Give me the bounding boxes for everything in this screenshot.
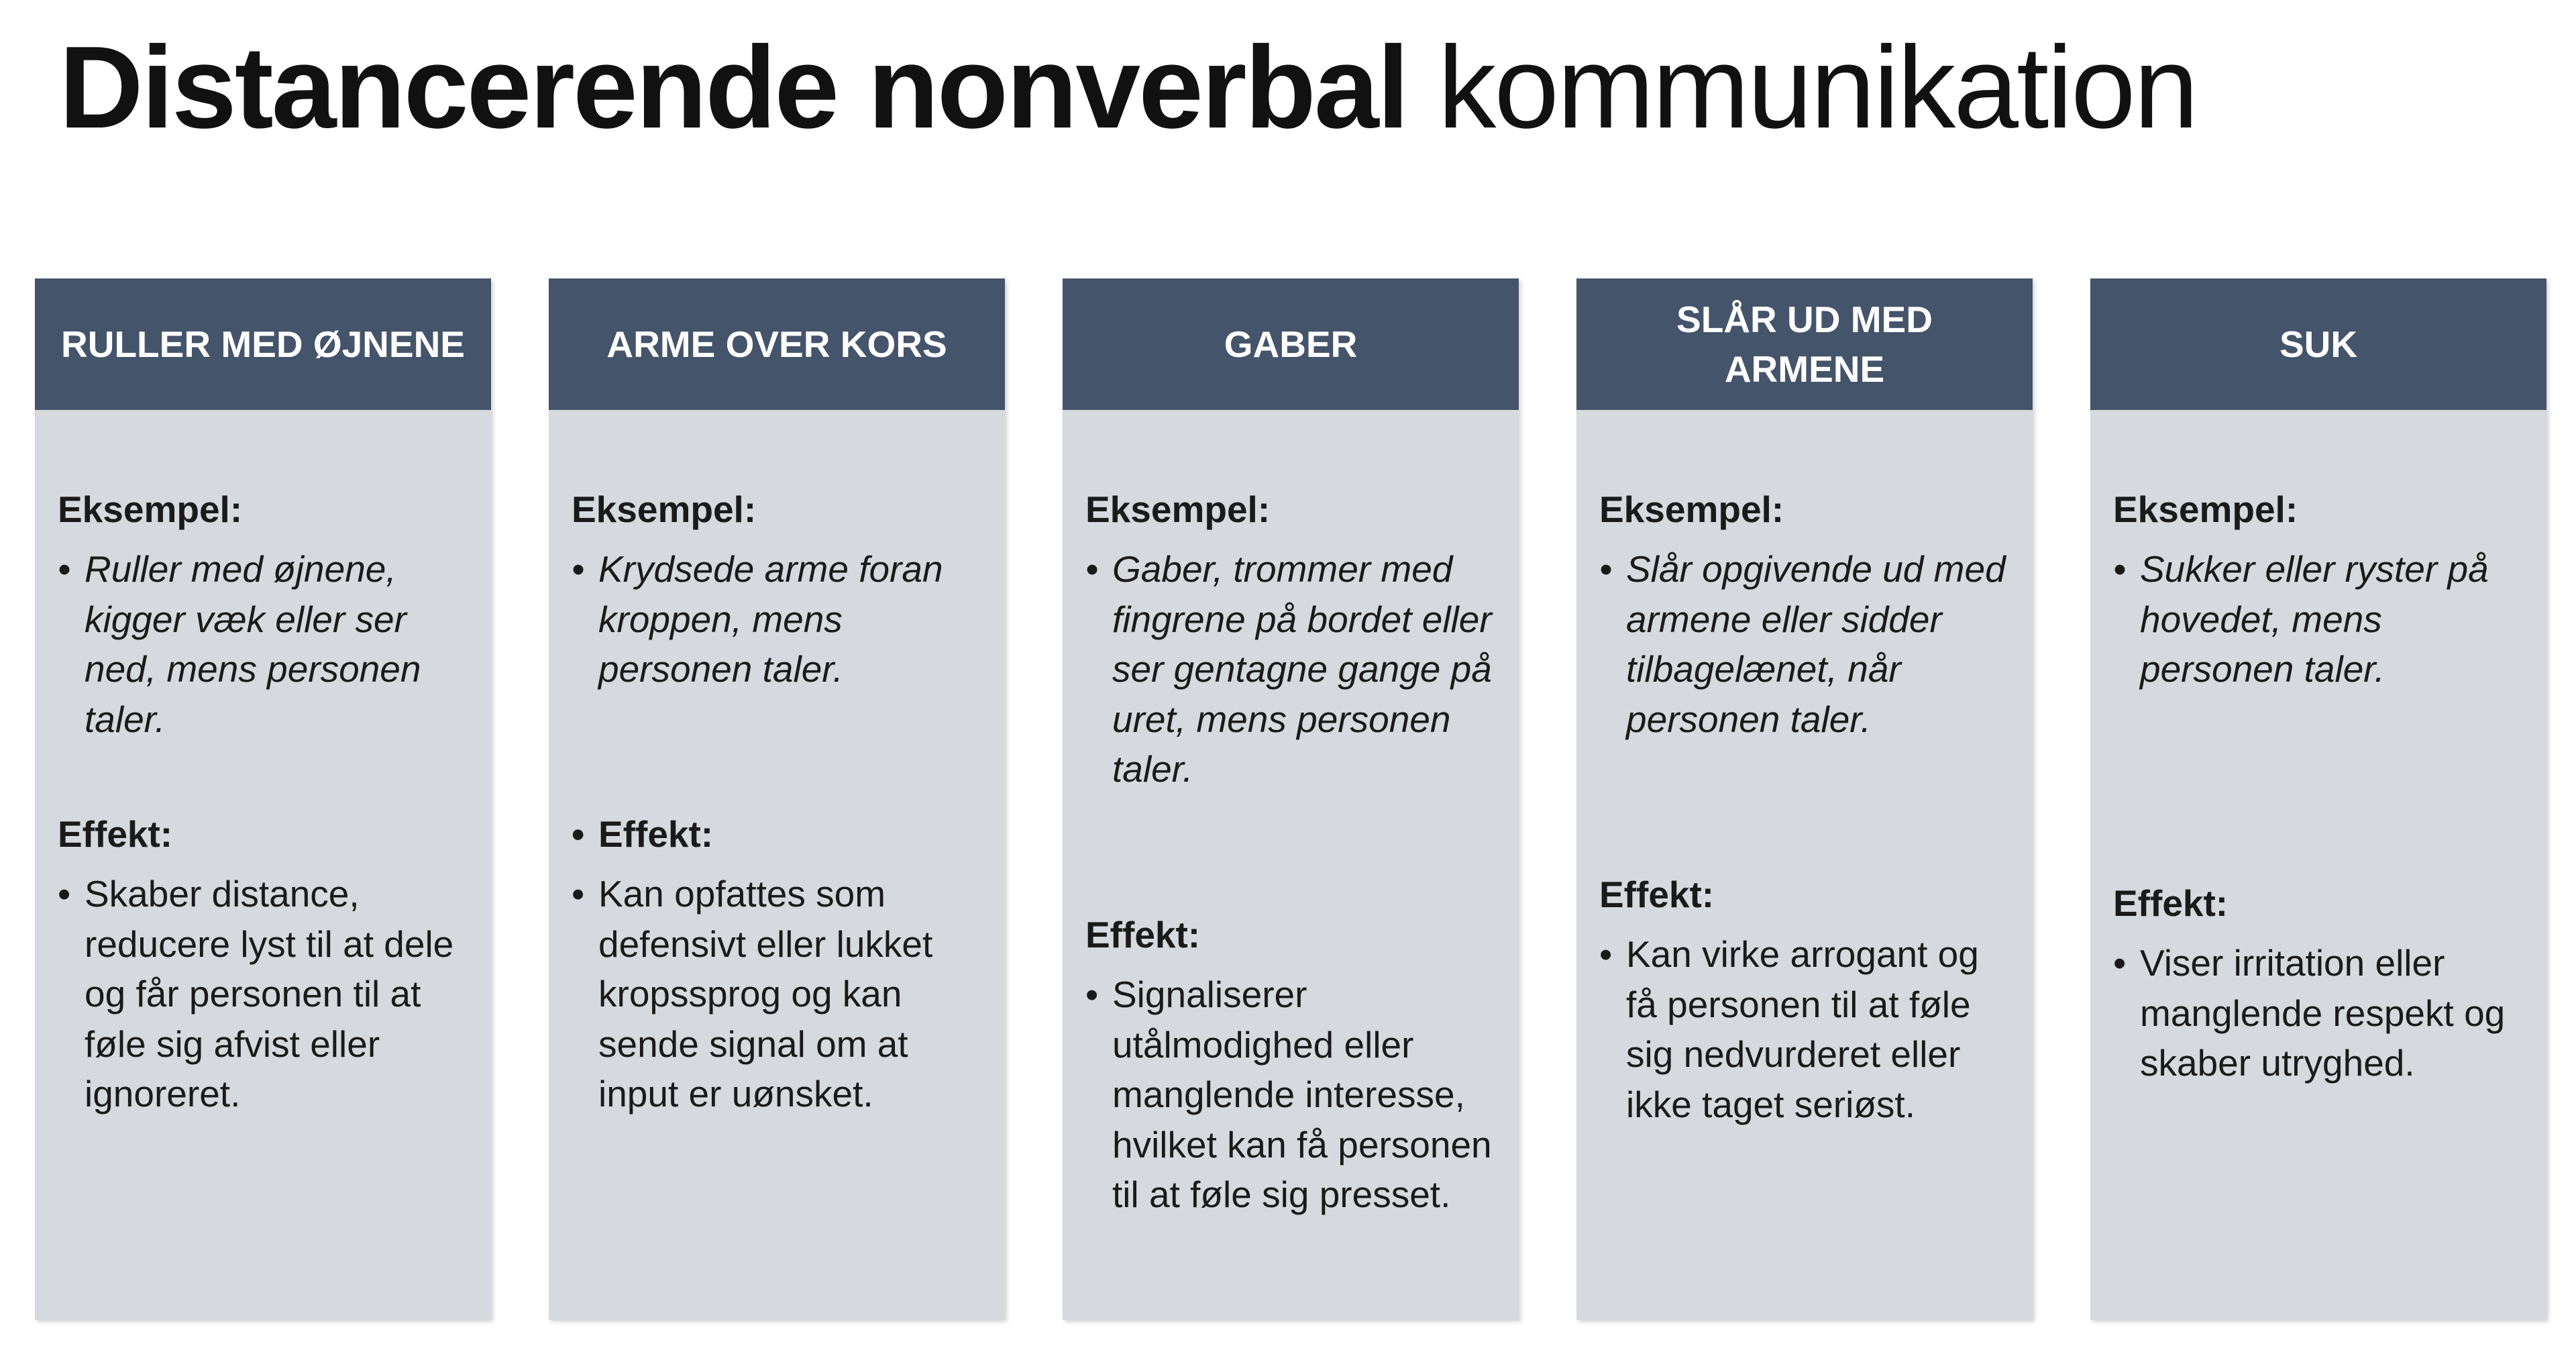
page-title xyxy=(59,20,2197,154)
example-label: Eksempel: xyxy=(1599,488,1784,530)
example-list xyxy=(1599,544,2017,744)
example-label: Eksempel: xyxy=(2113,488,2298,530)
effect-text: • Kan opfattes som defensivt eller lukket kropssprog og kan sende signal om at input er uønsket. xyxy=(572,869,989,1119)
card-gaber xyxy=(1063,278,1519,1320)
card-slaar-ud-med-armene xyxy=(1576,278,2033,1320)
effect-label: • Effekt: xyxy=(572,809,989,860)
page-title-bold: Distancerende nonverbal xyxy=(59,21,1407,152)
effect-text: • Kan virke arrogant og få personen til at føle sig nedvurderet eller ikke taget seriøst. xyxy=(1599,929,2017,1129)
example-text: • Sukker eller ryster på hovedet, mens personen taler. xyxy=(2113,544,2530,694)
effect-label: Effekt: xyxy=(2113,882,2229,924)
effect-list xyxy=(2113,938,2530,1088)
card-header: SUK xyxy=(2090,278,2546,410)
effect-label: Effekt: xyxy=(1599,874,1715,915)
effect-label: Effekt: xyxy=(1085,914,1201,955)
card-header: SLÅR UD MED ARMENE xyxy=(1576,278,2033,410)
example-label: Eksempel: xyxy=(572,488,757,530)
example-label: Eksempel: xyxy=(58,488,243,530)
effect-list xyxy=(1085,970,1503,1220)
effect-text: • Signaliserer utålmodighed eller manglende interesse, hvilket kan få personen til at føle sig presset. xyxy=(1085,970,1503,1220)
example-list xyxy=(572,544,989,694)
effect-text: • Skaber distance, reducere lyst til at dele og får personen til at føle sig afvist eller ignoreret. xyxy=(58,869,475,1119)
example-list xyxy=(58,544,475,744)
effect-list xyxy=(572,869,989,1119)
card-header: RULLER MED ØJNENE xyxy=(35,278,491,410)
example-text: • Slår opgivende ud med armene eller sidder tilbagelænet, når personen taler. xyxy=(1599,544,2017,744)
effect-text: • Viser irritation eller manglende respekt og skaber utryghed. xyxy=(2113,938,2530,1088)
page-title-light: kommunikation xyxy=(1438,21,2197,152)
example-list xyxy=(1085,544,1503,794)
card-ruller-med-ojnene xyxy=(35,278,491,1320)
card-header: ARME OVER KORS xyxy=(549,278,1005,410)
effect-label: Effekt: xyxy=(58,813,173,855)
effect-list xyxy=(58,869,475,1119)
example-label: Eksempel: xyxy=(1085,488,1271,530)
example-list xyxy=(2113,544,2530,694)
effect-list xyxy=(1599,929,2017,1129)
card-header: GABER xyxy=(1063,278,1519,410)
card-arme-over-kors xyxy=(549,278,1005,1320)
example-text: • Gaber, trommer med fingrene på bordet eller ser gentagne gange på uret, mens personen taler. xyxy=(1085,544,1503,794)
example-text: • Ruller med øjnene, kigger væk eller ser ned, mens personen taler. xyxy=(58,544,475,744)
example-text: • Krydsede arme foran kroppen, mens personen taler. xyxy=(572,544,989,694)
card-suk xyxy=(2090,278,2546,1320)
